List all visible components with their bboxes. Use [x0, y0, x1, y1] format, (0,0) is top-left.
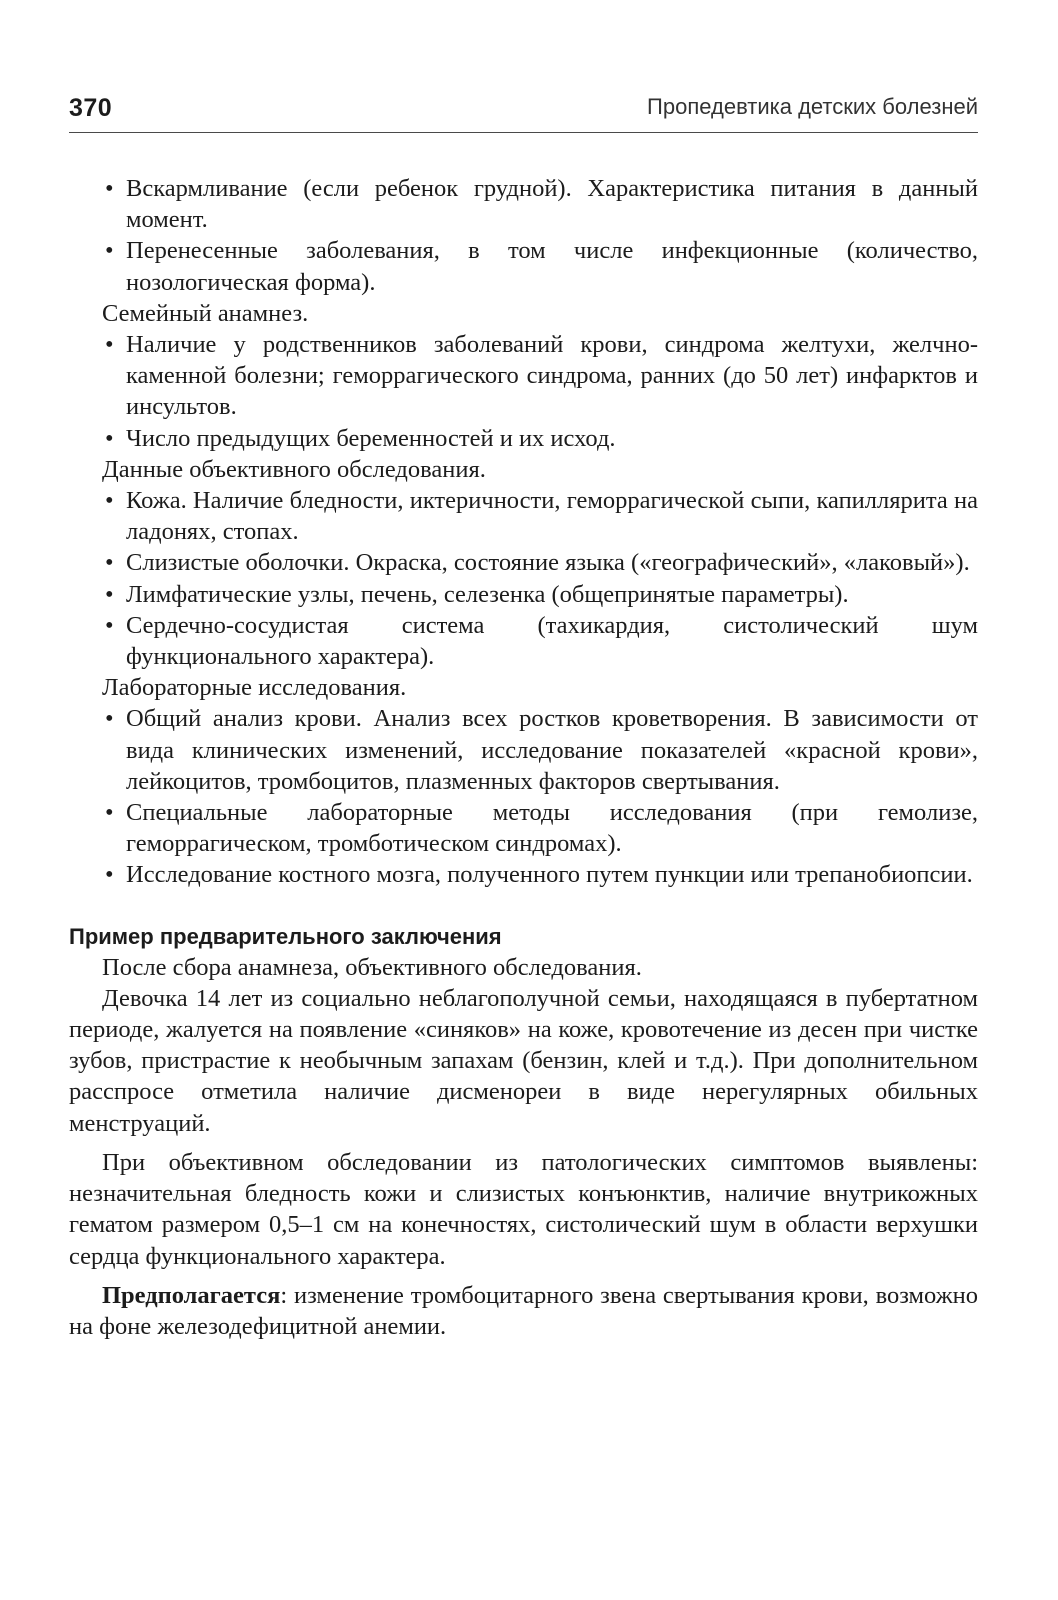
bullet-icon: • — [105, 799, 114, 827]
list-item-text: Общий анализ крови. Анализ всех ростков кроветворения. В зависимости от вида клинических изменений, исследование показателей «красной крови», лейкоцитов, тромбоцитов, плазменных факторов свертывания. — [126, 705, 978, 795]
list-item-text: Наличие у родственников заболеваний крови, синдрома желтухи, желчно-каменной болезни; геморрагического синдрома, ранних (до 50 лет) инфарктов и инсультов. — [126, 331, 978, 421]
list-item — [69, 703, 978, 797]
list-item-text: Кожа. Наличие бледности, иктеричности, геморрагической сыпи, капиллярита на ладонях, стопах. — [126, 487, 978, 546]
list-item-text: Исследование костного мозга, полученного путем пункции или трепанобиопсии. — [126, 861, 973, 889]
list-item-text: Специальные лабораторные методы исследования (при гемолизе, геморрагическом, тромботическом синдромах). — [126, 799, 978, 858]
list-item — [69, 547, 978, 578]
page-number: 370 — [69, 94, 113, 122]
list-item — [69, 235, 978, 297]
example-section-heading: Пример предварительного заключения — [69, 923, 502, 949]
example-exam-paragraph: При объективном обследовании из патологических симптомов выявлены: незначительная бледность кожи и слизистых конъюнктив, наличие внутрикожных гематом размером 0,5–1 см на конечностях, систолический шум в области верхушки сердца функционального характера. — [69, 1148, 978, 1270]
conclusion-text: : изменение тромбоцитарного звена свертывания крови, возможно на фоне железодефицитной анемии. — [69, 1281, 978, 1340]
bullet-icon: • — [105, 237, 114, 265]
bullet-icon: • — [105, 705, 114, 733]
list-item — [69, 610, 978, 672]
list-item — [69, 859, 978, 890]
list-item — [69, 797, 978, 859]
bullet-icon: • — [105, 487, 114, 515]
example-conclusion-paragraph — [69, 1280, 978, 1342]
bullet-icon: • — [105, 611, 114, 639]
page-header — [69, 90, 978, 133]
list-item — [69, 173, 978, 235]
bullet-icon: • — [105, 549, 114, 577]
objective-exam-heading: Данные объективного обследования. — [102, 455, 486, 483]
conclusion-label: Предполагается — [102, 1281, 281, 1309]
example-case-paragraph: Девочка 14 лет из социально неблагополучной семьи, находящаяся в пубертатном периоде, жалуется на появление «синяков» на коже, кровотечение из десен при чистке зубов, пристрастие к необычным запахам (бензин, клей и т.д.). При дополнительном расспросе отметила наличие дисменореи в виде нерегулярных обильных менструаций. — [69, 984, 978, 1137]
list-item — [69, 579, 978, 610]
list-item-text: Лимфатические узлы, печень, селезенка (общепринятые параметры). — [126, 580, 849, 608]
lab-tests-list — [69, 703, 978, 890]
page-content — [69, 173, 978, 1342]
example-intro-paragraph: После сбора анамнеза, объективного обследования. — [102, 953, 642, 981]
list-item-text: Слизистые оболочки. Окраска, состояние языка («географический», «лаковый»). — [126, 549, 970, 577]
bullet-icon: • — [105, 424, 114, 452]
list-item — [69, 485, 978, 547]
list-item-text: Сердечно-сосудистая система (тахикардия, систолический шум функционального характера). — [126, 611, 978, 671]
bullet-icon: • — [105, 175, 114, 202]
lab-tests-heading: Лабораторные исследования. — [102, 674, 407, 702]
family-history-list — [69, 329, 978, 454]
bullet-icon: • — [105, 580, 114, 608]
list-item-text: Перенесенные заболевания, в том числе инфекционные (количество, нозологическая форма). — [126, 237, 978, 296]
list-item — [69, 423, 978, 454]
bullet-icon: • — [105, 331, 114, 359]
feeding-history-list — [69, 173, 978, 298]
running-title: Пропедевтика детских болезней — [647, 94, 978, 119]
objective-exam-list — [69, 485, 978, 672]
list-item-text: Число предыдущих беременностей и их исход. — [126, 424, 616, 452]
family-history-heading: Семейный анамнез. — [102, 299, 309, 327]
list-item — [69, 329, 978, 423]
list-item-text: Вскармливание (если ребенок грудной). Характеристика питания в данный момент. — [126, 175, 978, 234]
bullet-icon: • — [105, 861, 114, 889]
